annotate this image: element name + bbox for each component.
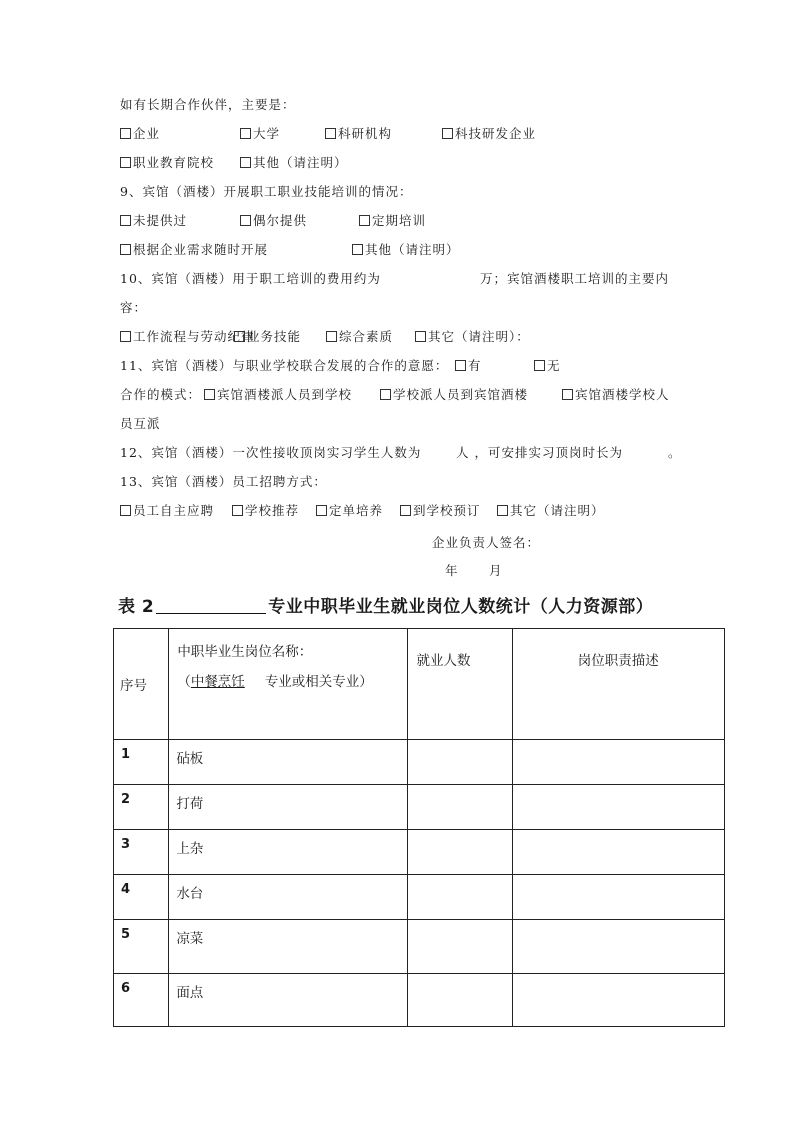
row-duties-cell[interactable] bbox=[512, 974, 724, 1027]
checkbox-icon[interactable] bbox=[204, 389, 215, 400]
checkbox-option[interactable]: 定期培训 bbox=[359, 213, 426, 229]
row-duties-cell[interactable] bbox=[512, 920, 724, 974]
row-position: 砧板 bbox=[169, 740, 408, 785]
checkbox-icon[interactable] bbox=[316, 505, 327, 516]
checkbox-option[interactable]: 根据企业需求随时开展 bbox=[120, 242, 268, 258]
partners-prompt: 如有长期合作伙伴，主要是： bbox=[120, 97, 296, 112]
intern-duration-field[interactable] bbox=[630, 445, 665, 459]
table-header-row bbox=[114, 629, 725, 740]
checkbox-option[interactable]: 其他（请注明） bbox=[240, 155, 348, 171]
checkbox-option[interactable]: 偶尔提供 bbox=[240, 213, 307, 229]
checkbox-option[interactable]: 员工自主应聘 bbox=[120, 503, 214, 519]
checkbox-icon[interactable] bbox=[240, 128, 251, 139]
table-title: 表 2 专业中职毕业生就业岗位人数统计（人力资源部） bbox=[118, 597, 654, 617]
checkbox-icon[interactable] bbox=[120, 215, 131, 226]
checkbox-option[interactable]: 工作流程与劳动纪律 bbox=[120, 329, 255, 345]
checkbox-option[interactable]: 综合素质 bbox=[326, 329, 393, 345]
date-month: 月 bbox=[489, 563, 503, 578]
major-blank-field[interactable] bbox=[156, 597, 266, 614]
header-index: 序号 bbox=[114, 629, 169, 740]
checkbox-icon[interactable] bbox=[326, 331, 337, 342]
checkbox-option[interactable]: 宾馆酒楼学校人 bbox=[562, 387, 670, 403]
table-row bbox=[114, 974, 725, 1027]
checkbox-icon[interactable] bbox=[534, 360, 545, 371]
row-position: 面点 bbox=[169, 974, 408, 1027]
checkbox-option[interactable]: 科技研发企业 bbox=[442, 126, 536, 142]
checkbox-icon[interactable] bbox=[359, 215, 370, 226]
signature-label: 企业负责人签名： bbox=[432, 535, 541, 550]
row-index: 6 bbox=[114, 974, 169, 1027]
checkbox-icon[interactable] bbox=[120, 505, 131, 516]
checkbox-icon[interactable] bbox=[442, 128, 453, 139]
row-position: 凉菜 bbox=[169, 920, 408, 974]
question-13: 13、宾馆（酒楼）员工招聘方式： bbox=[120, 474, 327, 489]
checkbox-option[interactable]: 到学校预订 bbox=[400, 503, 481, 519]
checkbox-option[interactable]: 科研机构 bbox=[325, 126, 392, 142]
major-name: 中餐烹饪 bbox=[190, 674, 245, 690]
checkbox-icon[interactable] bbox=[415, 331, 426, 342]
checkbox-icon[interactable] bbox=[120, 128, 131, 139]
table-row bbox=[114, 740, 725, 785]
checkbox-icon[interactable] bbox=[120, 244, 131, 255]
row-index: 4 bbox=[114, 875, 169, 920]
row-employed-cell[interactable] bbox=[408, 974, 512, 1027]
table-row bbox=[114, 830, 725, 875]
table-row bbox=[114, 875, 725, 920]
checkbox-icon[interactable] bbox=[120, 331, 131, 342]
question-10-cont: 容： bbox=[120, 300, 148, 315]
checkbox-icon[interactable] bbox=[240, 215, 251, 226]
row-duties-cell[interactable] bbox=[512, 785, 724, 830]
header-duties: 岗位职责描述 bbox=[512, 629, 724, 740]
row-employed-cell[interactable] bbox=[408, 830, 512, 875]
employment-table bbox=[113, 628, 725, 1027]
training-cost-field[interactable] bbox=[383, 271, 475, 285]
row-duties-cell[interactable] bbox=[512, 830, 724, 875]
checkbox-option[interactable]: 学校推荐 bbox=[232, 503, 299, 519]
checkbox-option[interactable]: 其它（请注明）： bbox=[415, 329, 530, 345]
header-employed: 就业人数 bbox=[408, 629, 512, 740]
table-row bbox=[114, 785, 725, 830]
row-duties-cell[interactable] bbox=[512, 740, 724, 785]
checkbox-option[interactable]: 定单培养 bbox=[316, 503, 383, 519]
checkbox-icon[interactable] bbox=[120, 157, 131, 168]
row-index: 3 bbox=[114, 830, 169, 875]
row-employed-cell[interactable] bbox=[408, 785, 512, 830]
checkbox-option[interactable]: 其他（请注明） bbox=[352, 242, 460, 258]
row-index: 5 bbox=[114, 920, 169, 974]
checkbox-icon[interactable] bbox=[380, 389, 391, 400]
row-position: 上杂 bbox=[169, 830, 408, 875]
row-employed-cell[interactable] bbox=[408, 875, 512, 920]
checkbox-option[interactable]: 其它（请注明） bbox=[497, 503, 605, 519]
row-position: 水台 bbox=[169, 875, 408, 920]
checkbox-icon[interactable] bbox=[232, 505, 243, 516]
checkbox-option[interactable]: 职业教育院校 bbox=[120, 155, 214, 171]
checkbox-icon[interactable] bbox=[455, 360, 466, 371]
row-index: 2 bbox=[114, 785, 169, 830]
checkbox-option[interactable]: 大学 bbox=[240, 126, 280, 142]
checkbox-option[interactable]: 无 bbox=[534, 358, 561, 374]
header-position: 中职毕业生岗位名称： （中餐烹饪 专业或相关专业） bbox=[169, 629, 408, 740]
checkbox-option[interactable]: 业务技能 bbox=[234, 329, 301, 345]
checkbox-icon[interactable] bbox=[240, 157, 251, 168]
checkbox-icon[interactable] bbox=[325, 128, 336, 139]
checkbox-icon[interactable] bbox=[562, 389, 573, 400]
q11-mode-cont: 员互派 bbox=[120, 416, 161, 431]
checkbox-option[interactable]: 学校派人员到宾馆酒楼 bbox=[380, 387, 528, 403]
row-index: 1 bbox=[114, 740, 169, 785]
checkbox-icon[interactable] bbox=[352, 244, 363, 255]
checkbox-option[interactable]: 有 bbox=[455, 358, 482, 374]
checkbox-icon[interactable] bbox=[234, 331, 245, 342]
row-employed-cell[interactable] bbox=[408, 740, 512, 785]
question-9: 9、宾馆（酒楼）开展职工职业技能培训的情况： bbox=[120, 184, 413, 199]
date-year: 年 bbox=[445, 563, 459, 578]
checkbox-icon[interactable] bbox=[400, 505, 411, 516]
checkbox-option[interactable]: 宾馆酒楼派人员到学校 bbox=[204, 387, 352, 403]
checkbox-option[interactable]: 企业 bbox=[120, 126, 160, 142]
table-row bbox=[114, 920, 725, 974]
intern-count-field[interactable] bbox=[410, 445, 450, 459]
checkbox-option[interactable]: 未提供过 bbox=[120, 213, 187, 229]
row-employed-cell[interactable] bbox=[408, 920, 512, 974]
checkbox-icon[interactable] bbox=[497, 505, 508, 516]
row-position: 打荷 bbox=[169, 785, 408, 830]
row-duties-cell[interactable] bbox=[512, 875, 724, 920]
